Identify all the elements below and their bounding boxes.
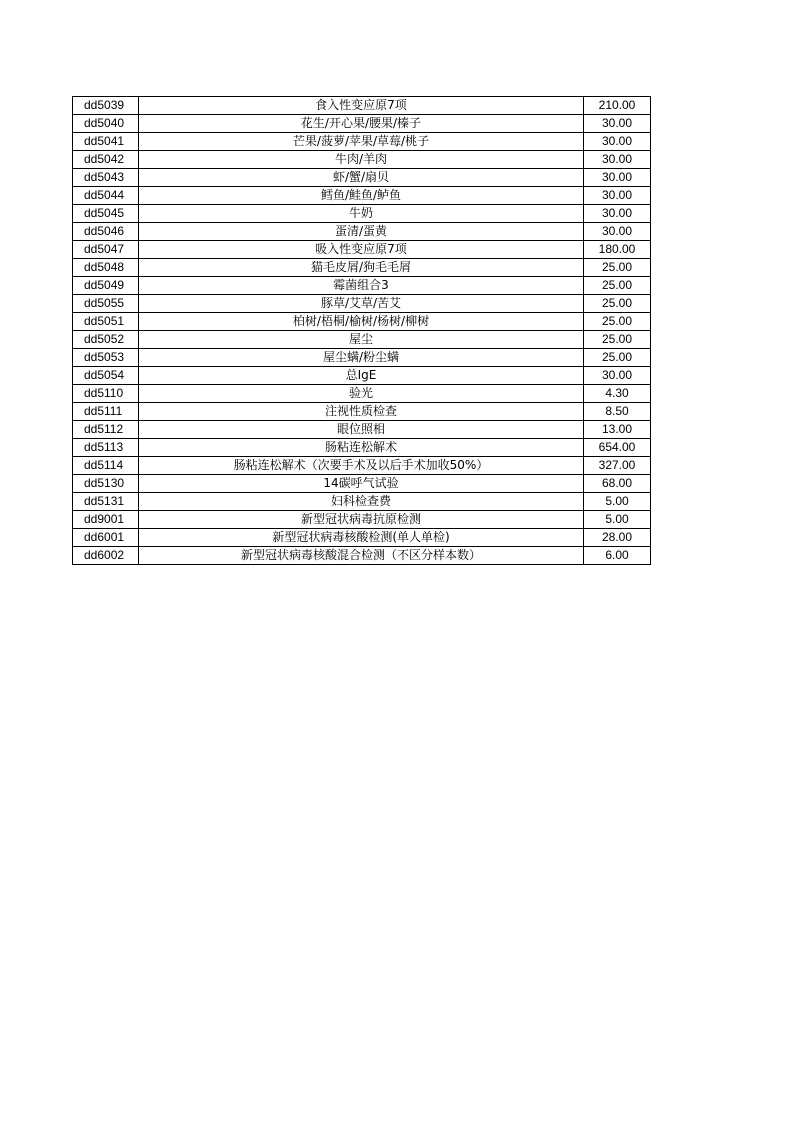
item-code-cell: dd5048 [73, 259, 139, 277]
item-code-cell: dd5046 [73, 223, 139, 241]
item-code-cell: dd5043 [73, 169, 139, 187]
item-code-cell: dd5052 [73, 331, 139, 349]
item-code-cell: dd5045 [73, 205, 139, 223]
table-row [73, 97, 651, 115]
item-price-cell: 25.00 [584, 277, 651, 295]
table-row [73, 187, 651, 205]
item-price-cell: 30.00 [584, 223, 651, 241]
item-code-cell: dd5042 [73, 151, 139, 169]
item-price-cell: 28.00 [584, 529, 651, 547]
item-price-cell: 25.00 [584, 331, 651, 349]
item-name-cell: 虾/蟹/扇贝 [139, 169, 584, 187]
item-name-cell: 食入性变应原7项 [139, 97, 584, 115]
item-price-cell: 13.00 [584, 421, 651, 439]
table-row [73, 439, 651, 457]
item-code-cell: dd5111 [73, 403, 139, 421]
table-row [73, 475, 651, 493]
table-row [73, 313, 651, 331]
item-code-cell: dd5130 [73, 475, 139, 493]
table-row [73, 529, 651, 547]
item-price-cell: 4.30 [584, 385, 651, 403]
table-row [73, 169, 651, 187]
item-price-cell: 180.00 [584, 241, 651, 259]
item-code-cell: dd5054 [73, 367, 139, 385]
item-name-cell: 蛋清/蛋黄 [139, 223, 584, 241]
item-code-cell: dd5114 [73, 457, 139, 475]
item-name-cell: 牛奶 [139, 205, 584, 223]
item-price-cell: 30.00 [584, 133, 651, 151]
table-row [73, 259, 651, 277]
item-name-cell: 肠粘连松解术 [139, 439, 584, 457]
item-name-cell: 新型冠状病毒抗原检测 [139, 511, 584, 529]
item-code-cell: dd9001 [73, 511, 139, 529]
item-name-cell: 新型冠状病毒核酸混合检测（不区分样本数） [139, 547, 584, 565]
item-price-cell: 327.00 [584, 457, 651, 475]
table-row [73, 457, 651, 475]
item-name-cell: 14碳呼气试验 [139, 475, 584, 493]
item-price-cell: 8.50 [584, 403, 651, 421]
item-name-cell: 芒果/菠萝/苹果/草莓/桃子 [139, 133, 584, 151]
table-row [73, 115, 651, 133]
item-code-cell: dd5044 [73, 187, 139, 205]
item-name-cell: 妇科检查费 [139, 493, 584, 511]
item-price-cell: 30.00 [584, 187, 651, 205]
item-price-cell: 25.00 [584, 313, 651, 331]
table-row [73, 403, 651, 421]
item-name-cell: 屋尘螨/粉尘螨 [139, 349, 584, 367]
price-table-body [73, 97, 651, 565]
item-price-cell: 30.00 [584, 169, 651, 187]
item-code-cell: dd6002 [73, 547, 139, 565]
item-price-cell: 68.00 [584, 475, 651, 493]
price-table [72, 96, 651, 565]
item-price-cell: 30.00 [584, 151, 651, 169]
table-row [73, 349, 651, 367]
item-price-cell: 25.00 [584, 295, 651, 313]
item-price-cell: 25.00 [584, 349, 651, 367]
item-name-cell: 注视性质检查 [139, 403, 584, 421]
item-name-cell: 屋尘 [139, 331, 584, 349]
table-row [73, 223, 651, 241]
item-name-cell: 霉菌组合3 [139, 277, 584, 295]
item-price-cell: 30.00 [584, 115, 651, 133]
table-row [73, 151, 651, 169]
item-code-cell: dd5049 [73, 277, 139, 295]
price-sheet [72, 96, 650, 565]
item-code-cell: dd6001 [73, 529, 139, 547]
table-row [73, 295, 651, 313]
item-name-cell: 总IgE [139, 367, 584, 385]
item-name-cell: 眼位照相 [139, 421, 584, 439]
item-name-cell: 验光 [139, 385, 584, 403]
item-name-cell: 豚草/艾草/苦艾 [139, 295, 584, 313]
table-row [73, 367, 651, 385]
item-code-cell: dd5040 [73, 115, 139, 133]
item-name-cell: 新型冠状病毒核酸检测(单人单检) [139, 529, 584, 547]
item-code-cell: dd5112 [73, 421, 139, 439]
item-code-cell: dd5113 [73, 439, 139, 457]
table-row [73, 421, 651, 439]
table-row [73, 547, 651, 565]
item-code-cell: dd5110 [73, 385, 139, 403]
item-code-cell: dd5039 [73, 97, 139, 115]
table-row [73, 241, 651, 259]
item-name-cell: 柏树/梧桐/榆树/杨树/柳树 [139, 313, 584, 331]
table-row [73, 205, 651, 223]
table-row [73, 493, 651, 511]
item-name-cell: 吸入性变应原7项 [139, 241, 584, 259]
item-code-cell: dd5041 [73, 133, 139, 151]
item-name-cell: 猫毛皮屑/狗毛毛屑 [139, 259, 584, 277]
item-price-cell: 5.00 [584, 511, 651, 529]
item-price-cell: 30.00 [584, 367, 651, 385]
item-price-cell: 30.00 [584, 205, 651, 223]
item-code-cell: dd5055 [73, 295, 139, 313]
table-row [73, 133, 651, 151]
item-code-cell: dd5051 [73, 313, 139, 331]
item-price-cell: 210.00 [584, 97, 651, 115]
item-code-cell: dd5053 [73, 349, 139, 367]
item-name-cell: 花生/开心果/腰果/榛子 [139, 115, 584, 133]
item-code-cell: dd5131 [73, 493, 139, 511]
item-name-cell: 鳕鱼/鲑鱼/鲈鱼 [139, 187, 584, 205]
table-row [73, 331, 651, 349]
item-price-cell: 6.00 [584, 547, 651, 565]
item-code-cell: dd5047 [73, 241, 139, 259]
table-row [73, 511, 651, 529]
item-price-cell: 5.00 [584, 493, 651, 511]
item-name-cell: 牛肉/羊肉 [139, 151, 584, 169]
table-row [73, 385, 651, 403]
table-row [73, 277, 651, 295]
item-name-cell: 肠粘连松解术（次要手术及以后手术加收50%） [139, 457, 584, 475]
item-price-cell: 25.00 [584, 259, 651, 277]
item-price-cell: 654.00 [584, 439, 651, 457]
